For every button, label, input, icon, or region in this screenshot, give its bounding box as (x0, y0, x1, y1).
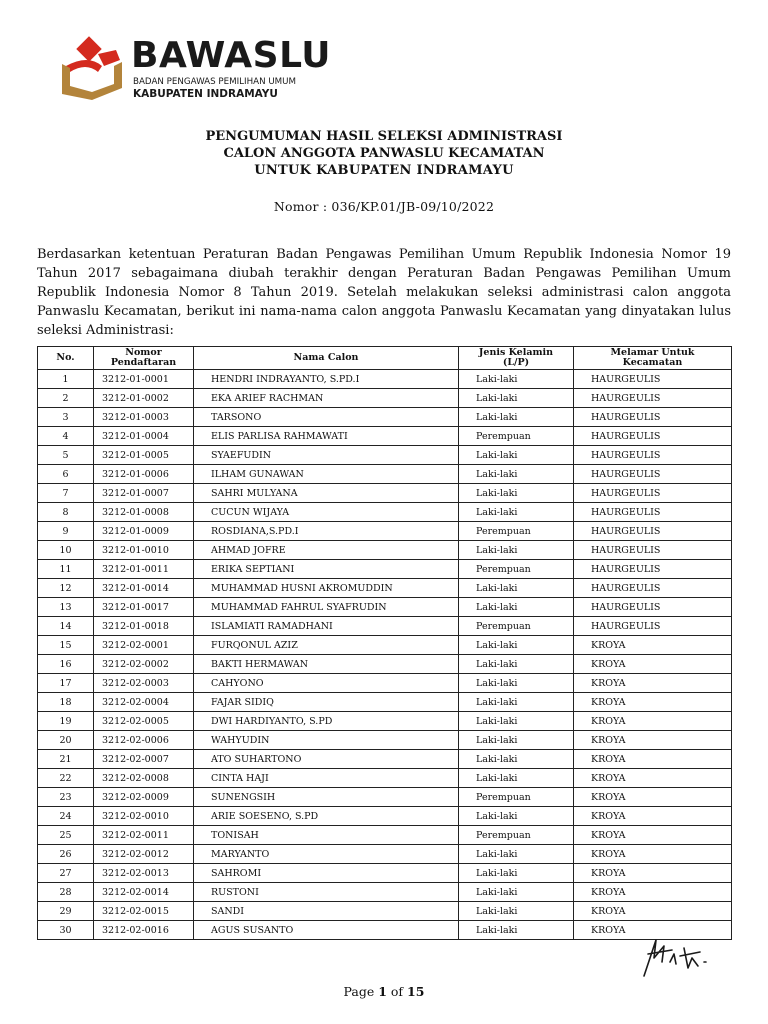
header-kecamatan (574, 347, 732, 370)
cell-no: 19 (38, 712, 94, 731)
page-title-line-1: PENGUMUMAN HASIL SELEKSI ADMINISTRASI (205, 129, 563, 144)
table-row (38, 446, 732, 465)
cell-jenis-kelamin: Laki-laki (459, 465, 574, 484)
cell-kecamatan: KROYA (574, 750, 732, 769)
cell-nomor: 3212-02-0011 (94, 826, 194, 845)
table-row (38, 427, 732, 446)
cell-nomor: 3212-01-0004 (94, 427, 194, 446)
cell-jenis-kelamin: Laki-laki (459, 503, 574, 522)
cell-jenis-kelamin: Laki-laki (459, 902, 574, 921)
cell-no: 10 (38, 541, 94, 560)
cell-nomor: 3212-01-0018 (94, 617, 194, 636)
cell-kecamatan: HAURGEULIS (574, 446, 732, 465)
cell-no: 16 (38, 655, 94, 674)
cell-nama: MUHAMMAD FAHRUL SYAFRUDIN (194, 598, 459, 617)
header-nomor-line2: Pendaftaran (110, 357, 177, 368)
cell-jenis-kelamin: Laki-laki (459, 636, 574, 655)
table-row (38, 674, 732, 693)
cell-nama: SYAEFUDIN (194, 446, 459, 465)
table-row (38, 788, 732, 807)
cell-nama: ILHAM GUNAWAN (194, 465, 459, 484)
cell-nomor: 3212-02-0009 (94, 788, 194, 807)
cell-kecamatan: HAURGEULIS (574, 598, 732, 617)
document-number: Nomor : 036/KP.01/JB-09/10/2022 (273, 199, 495, 214)
cell-kecamatan: KROYA (574, 864, 732, 883)
cell-no: 12 (38, 579, 94, 598)
cell-nomor: 3212-01-0001 (94, 370, 194, 389)
cell-jenis-kelamin: Laki-laki (459, 655, 574, 674)
table-row (38, 845, 732, 864)
cell-kecamatan: KROYA (574, 712, 732, 731)
cell-no: 21 (38, 750, 94, 769)
table-row (38, 883, 732, 902)
cell-nama: RUSTONI (194, 883, 459, 902)
cell-jenis-kelamin: Laki-laki (459, 750, 574, 769)
cell-nomor: 3212-02-0012 (94, 845, 194, 864)
page-title-line-2: CALON ANGGOTA PANWASLU KECAMATAN (223, 146, 545, 161)
cell-nomor: 3212-02-0004 (94, 693, 194, 712)
header-nama: Nama Calon (194, 347, 459, 370)
cell-nama: SAHROMI (194, 864, 459, 883)
cell-no: 29 (38, 902, 94, 921)
page-total: 15 (407, 984, 425, 999)
cell-nomor: 3212-01-0002 (94, 389, 194, 408)
cell-jenis-kelamin: Perempuan (459, 788, 574, 807)
cell-nomor: 3212-02-0006 (94, 731, 194, 750)
cell-jenis-kelamin: Laki-laki (459, 541, 574, 560)
cell-no: 30 (38, 921, 94, 940)
cell-no: 25 (38, 826, 94, 845)
page-of-label: of (390, 984, 404, 999)
cell-nama: FURQONUL AZIZ (194, 636, 459, 655)
cell-nama: MUHAMMAD HUSNI AKROMUDDIN (194, 579, 459, 598)
cell-kecamatan: HAURGEULIS (574, 617, 732, 636)
header-jenis-kelamin (459, 347, 574, 370)
header-nomor-line1: Nomor (125, 347, 162, 358)
cell-kecamatan: KROYA (574, 845, 732, 864)
header-kec-line2: Kecamatan (622, 357, 683, 368)
cell-no: 1 (38, 370, 94, 389)
cell-jenis-kelamin: Laki-laki (459, 446, 574, 465)
cell-kecamatan: HAURGEULIS (574, 503, 732, 522)
cell-kecamatan: HAURGEULIS (574, 484, 732, 503)
cell-kecamatan: KROYA (574, 788, 732, 807)
cell-jenis-kelamin: Laki-laki (459, 731, 574, 750)
table-row (38, 693, 732, 712)
cell-no: 28 (38, 883, 94, 902)
cell-nama: SANDI (194, 902, 459, 921)
cell-jenis-kelamin: Laki-laki (459, 921, 574, 940)
cell-nama: AHMAD JOFRE (194, 541, 459, 560)
cell-jenis-kelamin: Laki-laki (459, 712, 574, 731)
cell-nomor: 3212-02-0015 (94, 902, 194, 921)
cell-nomor: 3212-01-0007 (94, 484, 194, 503)
table-row (38, 541, 732, 560)
cell-no: 20 (38, 731, 94, 750)
cell-jenis-kelamin: Laki-laki (459, 807, 574, 826)
cell-kecamatan: HAURGEULIS (574, 408, 732, 427)
cell-jenis-kelamin: Perempuan (459, 617, 574, 636)
page-label: Page (343, 984, 375, 999)
cell-nomor: 3212-01-0006 (94, 465, 194, 484)
cell-nama: SUNENGSIH (194, 788, 459, 807)
cell-jenis-kelamin: Laki-laki (459, 883, 574, 902)
table-row (38, 864, 732, 883)
page-current: 1 (378, 984, 387, 999)
cell-nomor: 3212-02-0005 (94, 712, 194, 731)
cell-nama: EKA ARIEF RACHMAN (194, 389, 459, 408)
cell-no: 3 (38, 408, 94, 427)
cell-kecamatan: KROYA (574, 636, 732, 655)
cell-jenis-kelamin: Laki-laki (459, 769, 574, 788)
cell-jenis-kelamin: Perempuan (459, 427, 574, 446)
cell-nomor: 3212-02-0007 (94, 750, 194, 769)
table-row (38, 826, 732, 845)
page-title-line-3: UNTUK KABUPATEN INDRAMAYU (254, 163, 514, 178)
table-row (38, 655, 732, 674)
cell-no: 24 (38, 807, 94, 826)
logo-region: KABUPATEN INDRAMAYU (133, 88, 278, 100)
cell-kecamatan: HAURGEULIS (574, 370, 732, 389)
cell-kecamatan: KROYA (574, 731, 732, 750)
cell-nama: ELIS PARLISA RAHMAWATI (194, 427, 459, 446)
cell-nomor: 3212-02-0013 (94, 864, 194, 883)
cell-kecamatan: KROYA (574, 826, 732, 845)
logo-wordmark: BAWASLU (131, 35, 331, 76)
table-body (38, 370, 732, 940)
table-row (38, 465, 732, 484)
cell-jenis-kelamin: Laki-laki (459, 845, 574, 864)
cell-nomor: 3212-02-0008 (94, 769, 194, 788)
cell-jenis-kelamin: Perempuan (459, 522, 574, 541)
cell-nama: FAJAR SIDIQ (194, 693, 459, 712)
cell-no: 7 (38, 484, 94, 503)
cell-kecamatan: HAURGEULIS (574, 389, 732, 408)
cell-no: 13 (38, 598, 94, 617)
cell-nomor: 3212-02-0014 (94, 883, 194, 902)
cell-no: 9 (38, 522, 94, 541)
header-jk-line2: (L/P) (502, 357, 530, 368)
page-indicator (0, 984, 768, 999)
table-row (38, 921, 732, 940)
cell-nama: ARIE SOESENO, S.PD (194, 807, 459, 826)
table-row (38, 598, 732, 617)
cell-no: 11 (38, 560, 94, 579)
cell-no: 17 (38, 674, 94, 693)
cell-no: 8 (38, 503, 94, 522)
cell-nama: DWI HARDIYANTO, S.PD (194, 712, 459, 731)
cell-nomor: 3212-02-0016 (94, 921, 194, 940)
cell-nomor: 3212-01-0005 (94, 446, 194, 465)
table-row (38, 807, 732, 826)
cell-nomor: 3212-01-0003 (94, 408, 194, 427)
cell-nomor: 3212-01-0008 (94, 503, 194, 522)
cell-nama: CAHYONO (194, 674, 459, 693)
cell-jenis-kelamin: Laki-laki (459, 674, 574, 693)
cell-kecamatan: HAURGEULIS (574, 465, 732, 484)
cell-nama: TARSONO (194, 408, 459, 427)
cell-kecamatan: KROYA (574, 693, 732, 712)
cell-jenis-kelamin: Laki-laki (459, 864, 574, 883)
cell-kecamatan: KROYA (574, 902, 732, 921)
table-row (38, 522, 732, 541)
cell-jenis-kelamin: Laki-laki (459, 370, 574, 389)
cell-no: 6 (38, 465, 94, 484)
table-row (38, 617, 732, 636)
cell-no: 5 (38, 446, 94, 465)
table-row (38, 902, 732, 921)
header-jk-line1: Jenis Kelamin (478, 347, 554, 358)
cell-kecamatan: HAURGEULIS (574, 579, 732, 598)
cell-nama: ERIKA SEPTIANI (194, 560, 459, 579)
cell-nama: ROSDIANA,S.PD.I (194, 522, 459, 541)
header-kec-line1: Melamar Untuk (610, 347, 695, 358)
cell-nama: BAKTI HERMAWAN (194, 655, 459, 674)
cell-nama: HENDRI INDRAYANTO, S.PD.I (194, 370, 459, 389)
cell-nomor: 3212-01-0017 (94, 598, 194, 617)
cell-kecamatan: HAURGEULIS (574, 541, 732, 560)
cell-jenis-kelamin: Laki-laki (459, 389, 574, 408)
cell-nama: SAHRI MULYANA (194, 484, 459, 503)
cell-nama: TONISAH (194, 826, 459, 845)
cell-kecamatan: KROYA (574, 655, 732, 674)
cell-nomor: 3212-02-0003 (94, 674, 194, 693)
cell-nama: ATO SUHARTONO (194, 750, 459, 769)
table-row (38, 484, 732, 503)
bawaslu-logo (58, 36, 358, 102)
cell-no: 23 (38, 788, 94, 807)
table-row (38, 712, 732, 731)
intro-paragraph: Berdasarkan ketentuan Peraturan Badan Pengawas Pemilihan Umum Republik Indonesia Nomor 19 Tahun 2017 sebagaimana diubah terakhir dengan Peraturan Badan Pengawas Pemilihan Umum Republik Indonesia Nomor 8 Tahun 2019. Setelah melakukan seleksi administrasi calon anggota Panwaslu Kecamatan, berikut ini nama-nama calon anggota Panwaslu Kecamatan yang dinyatakan lulus seleksi Administrasi: (37, 247, 731, 338)
table-row (38, 408, 732, 427)
cell-kecamatan: HAURGEULIS (574, 522, 732, 541)
cell-kecamatan: KROYA (574, 921, 732, 940)
table-row (38, 750, 732, 769)
cell-no: 14 (38, 617, 94, 636)
cell-jenis-kelamin: Laki-laki (459, 579, 574, 598)
cell-no: 26 (38, 845, 94, 864)
table-row (38, 389, 732, 408)
cell-nomor: 3212-02-0002 (94, 655, 194, 674)
cell-jenis-kelamin: Laki-laki (459, 693, 574, 712)
cell-nama: WAHYUDIN (194, 731, 459, 750)
cell-no: 18 (38, 693, 94, 712)
cell-nomor: 3212-01-0014 (94, 579, 194, 598)
table-row (38, 579, 732, 598)
cell-no: 15 (38, 636, 94, 655)
signature-initials (640, 932, 720, 982)
cell-nomor: 3212-01-0009 (94, 522, 194, 541)
cell-jenis-kelamin: Laki-laki (459, 408, 574, 427)
cell-no: 2 (38, 389, 94, 408)
table-row (38, 503, 732, 522)
cell-kecamatan: KROYA (574, 807, 732, 826)
cell-jenis-kelamin: Laki-laki (459, 598, 574, 617)
cell-kecamatan: KROYA (574, 883, 732, 902)
cell-no: 4 (38, 427, 94, 446)
bawaslu-emblem-icon (58, 36, 126, 102)
cell-nama: CUCUN WIJAYA (194, 503, 459, 522)
cell-kecamatan: HAURGEULIS (574, 427, 732, 446)
cell-kecamatan: KROYA (574, 769, 732, 788)
cell-nomor: 3212-02-0010 (94, 807, 194, 826)
cell-kecamatan: KROYA (574, 674, 732, 693)
header-nomor (94, 347, 194, 370)
table-row (38, 769, 732, 788)
cell-jenis-kelamin: Perempuan (459, 826, 574, 845)
cell-nomor: 3212-02-0001 (94, 636, 194, 655)
cell-no: 22 (38, 769, 94, 788)
cell-jenis-kelamin: Perempuan (459, 560, 574, 579)
candidate-table (37, 346, 732, 940)
cell-nomor: 3212-01-0011 (94, 560, 194, 579)
table-row (38, 560, 732, 579)
header-no: No. (38, 347, 94, 370)
table-row (38, 636, 732, 655)
cell-kecamatan: HAURGEULIS (574, 560, 732, 579)
cell-nama: AGUS SUSANTO (194, 921, 459, 940)
cell-no: 27 (38, 864, 94, 883)
logo-subtitle: BADAN PENGAWAS PEMILIHAN UMUM (133, 77, 297, 87)
cell-nama: CINTA HAJI (194, 769, 459, 788)
cell-jenis-kelamin: Laki-laki (459, 484, 574, 503)
cell-nama: MARYANTO (194, 845, 459, 864)
cell-nomor: 3212-01-0010 (94, 541, 194, 560)
cell-nama: ISLAMIATI RAMADHANI (194, 617, 459, 636)
table-header-row (38, 347, 732, 370)
table-row (38, 731, 732, 750)
table-row (38, 370, 732, 389)
